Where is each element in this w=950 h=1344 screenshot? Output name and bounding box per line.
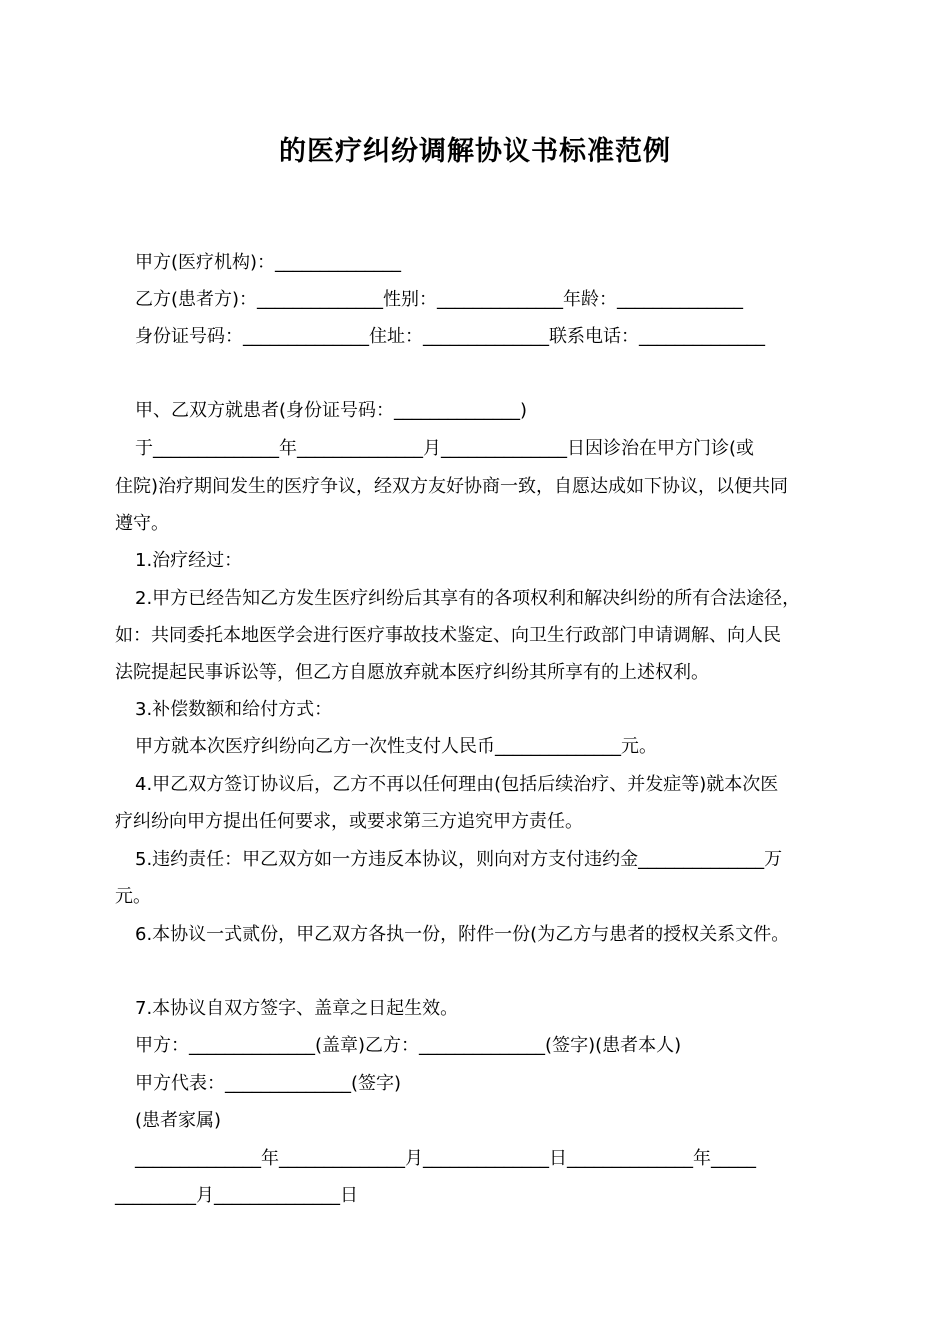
clause-3-payment: 甲方就本次医疗纠纷向乙方一次性支付人民币______________元。 <box>135 736 657 757</box>
paragraph-line: 于______________年______________月______________日因诊治在甲方门诊(或 <box>135 438 755 459</box>
clause-4-continued: 疗纠纷向甲方提出任何要求，或要求第三方追究甲方责任。 <box>115 811 583 832</box>
date-line: ______________年______________月______________日______________年_____ <box>135 1148 756 1169</box>
clause-3: 3.补偿数额和给付方式： <box>135 699 333 720</box>
patient-id-line: 甲、乙双方就患者(身份证号码：______________) <box>135 400 528 421</box>
clause-1: 1.治疗经过： <box>135 550 243 571</box>
signature-line: 甲方：______________(盖章)乙方：______________(签字)(患者本人) <box>135 1035 682 1056</box>
clause-5: 5.违约责任：甲乙双方如一方违反本协议，则向对方支付违约金______________万 <box>135 849 783 870</box>
paragraph-line: 遵守。 <box>115 513 169 534</box>
party-b-line: 乙方(患者方)：______________性别：______________年龄：______________ <box>135 289 744 310</box>
clause-6: 6.本协议一式贰份，甲乙双方各执一份，附件一份(为乙方与患者的授权关系文件。 <box>135 924 790 945</box>
clause-5-continued: 元。 <box>115 886 151 907</box>
id-address-phone-line: 身份证号码：______________住址：______________联系电话：______________ <box>135 326 765 347</box>
clause-4: 4.甲乙双方签订协议后，乙方不再以任何理由(包括后续治疗、并发症等)就本次医 <box>135 774 779 795</box>
document-title: 的医疗纠纷调解协议书标准范例 <box>279 136 671 167</box>
party-a-line: 甲方(医疗机构)：______________ <box>135 252 402 273</box>
paragraph-line: 住院)治疗期间发生的医疗争议，经双方友好协商一致，自愿达成如下协议，以便共同 <box>115 476 789 497</box>
representative-line: 甲方代表：______________(签字) <box>135 1073 402 1094</box>
date-line-continued: _________月______________日 <box>115 1185 358 1206</box>
clause-2-continued: 如：共同委托本地医学会进行医疗事故技术鉴定、向卫生行政部门申请调解、向人民 <box>115 625 781 646</box>
clause-2: 2.甲方已经告知乙方发生医疗纠纷后其享有的各项权利和解决纠纷的所有合法途径， <box>135 588 801 609</box>
clause-7: 7.本协议自双方签字、盖章之日起生效。 <box>135 998 459 1019</box>
family-line: (患者家属) <box>135 1110 222 1131</box>
clause-2-continued: 法院提起民事诉讼等，但乙方自愿放弃就本医疗纠纷其所享有的上述权利。 <box>115 662 709 683</box>
